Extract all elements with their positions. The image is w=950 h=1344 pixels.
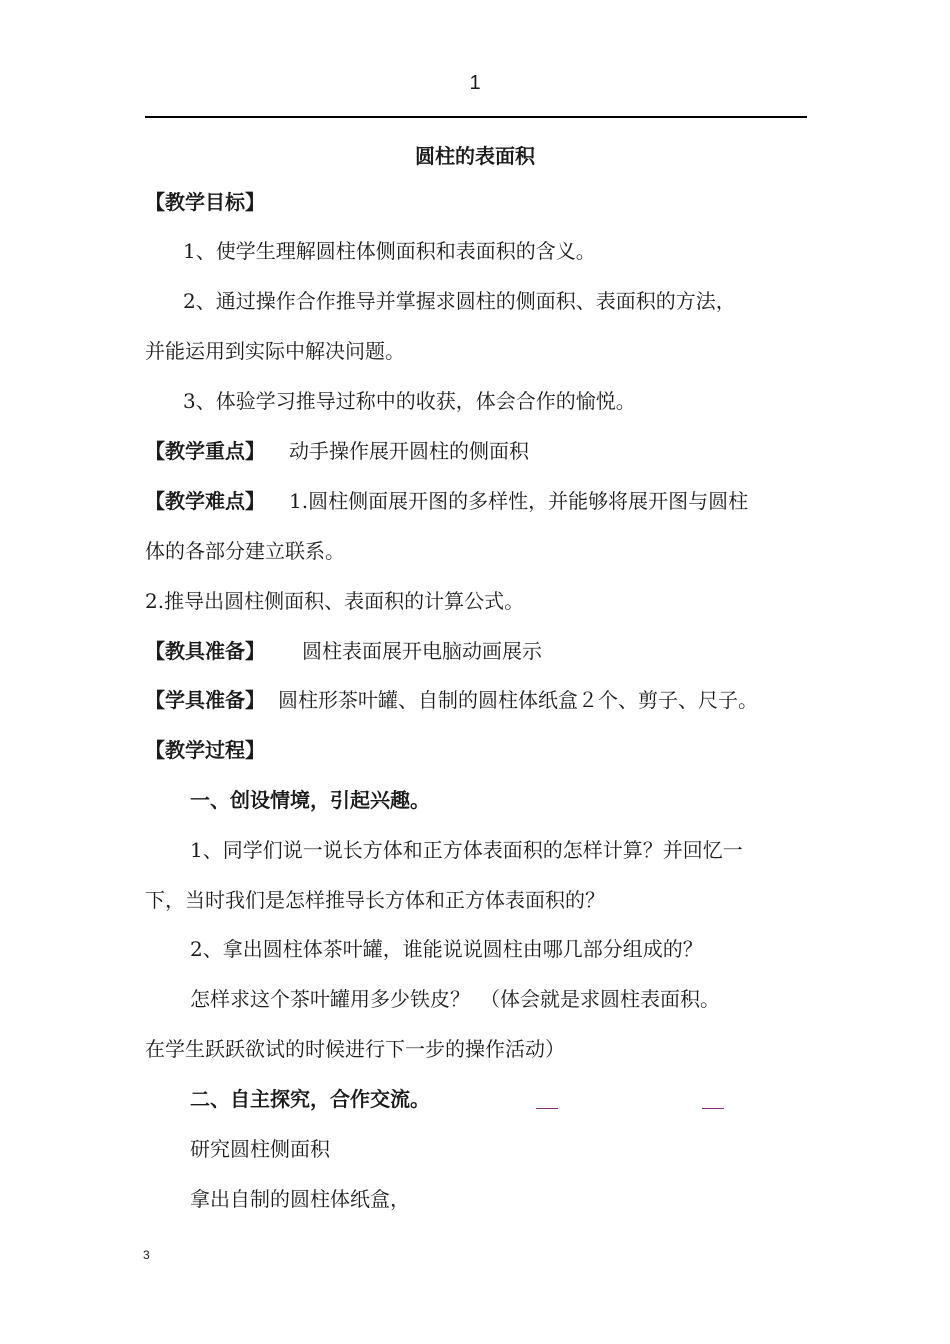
- objective-3: 3、体验学习推导过称中的收获，体会合作的愉悦。: [183, 389, 636, 413]
- step-1-heading: 一、创设情境，引起兴趣。: [190, 788, 430, 812]
- step-1-question-3-line-1: 怎样求这个茶叶罐用多少铁皮？ （体会就是求圆柱表面积。: [190, 987, 720, 1011]
- student-tools-label: 【学具准备】: [145, 688, 265, 712]
- objective-2-line-1: 2、通过操作合作推导并掌握求圆柱的侧面积、表面积的方法，: [183, 289, 736, 313]
- objective-2-line-2: 并能运用到实际中解决问题。: [145, 339, 405, 363]
- process-label: 【教学过程】: [145, 738, 265, 762]
- teacher-tools-text: 圆柱表面展开电脑动画展示: [302, 639, 542, 663]
- step-2-text: 拿出自制的圆柱体纸盒，: [190, 1187, 410, 1211]
- step-1-question-1-line-2: 下，当时我们是怎样推导长方体和正方体表面积的？: [145, 888, 605, 912]
- teacher-tools-label: 【教具准备】: [145, 639, 265, 663]
- step-1-question-1-line-1: 1、同学们说一说长方体和正方体表面积的怎样计算？并回忆一: [190, 838, 743, 862]
- student-tools-text: 圆柱形茶叶罐、自制的圆柱体纸盒２个、剪子、尺子。: [278, 688, 758, 712]
- objectives-label: 【教学目标】: [145, 190, 265, 214]
- key-point-text: 动手操作展开圆柱的侧面积: [289, 439, 529, 463]
- step-1-question-3-line-2: 在学生跃跃欲试的时候进行下一步的操作活动）: [145, 1037, 565, 1061]
- difficulty-2: 2.推导出圆柱侧面积、表面积的计算公式。: [145, 589, 525, 613]
- step-2-heading: 二、自主探究，合作交流。: [190, 1087, 430, 1111]
- step-2-subheading: 研究圆柱侧面积: [190, 1137, 330, 1161]
- difficulty-1-line-1: 1.圆柱侧面展开图的多样性，并能够将展开图与圆柱: [289, 489, 749, 513]
- key-point-label: 【教学重点】: [145, 439, 265, 463]
- underline-mark: [536, 1108, 558, 1109]
- difficulty-1-line-2: 体的各部分建立联系。: [145, 539, 345, 563]
- difficulty-label: 【教学难点】: [145, 489, 265, 513]
- underline-mark: [702, 1108, 724, 1109]
- objective-1: 1、使学生理解圆柱体侧面积和表面积的含义。: [183, 239, 596, 263]
- page-number: 1: [469, 72, 481, 94]
- header-rule: [145, 116, 807, 118]
- footer-page-number: 3: [143, 1248, 150, 1262]
- document-title: 圆柱的表面积: [415, 144, 535, 168]
- step-1-question-2: 2、拿出圆柱体茶叶罐，谁能说说圆柱由哪几部分组成的？: [190, 937, 703, 961]
